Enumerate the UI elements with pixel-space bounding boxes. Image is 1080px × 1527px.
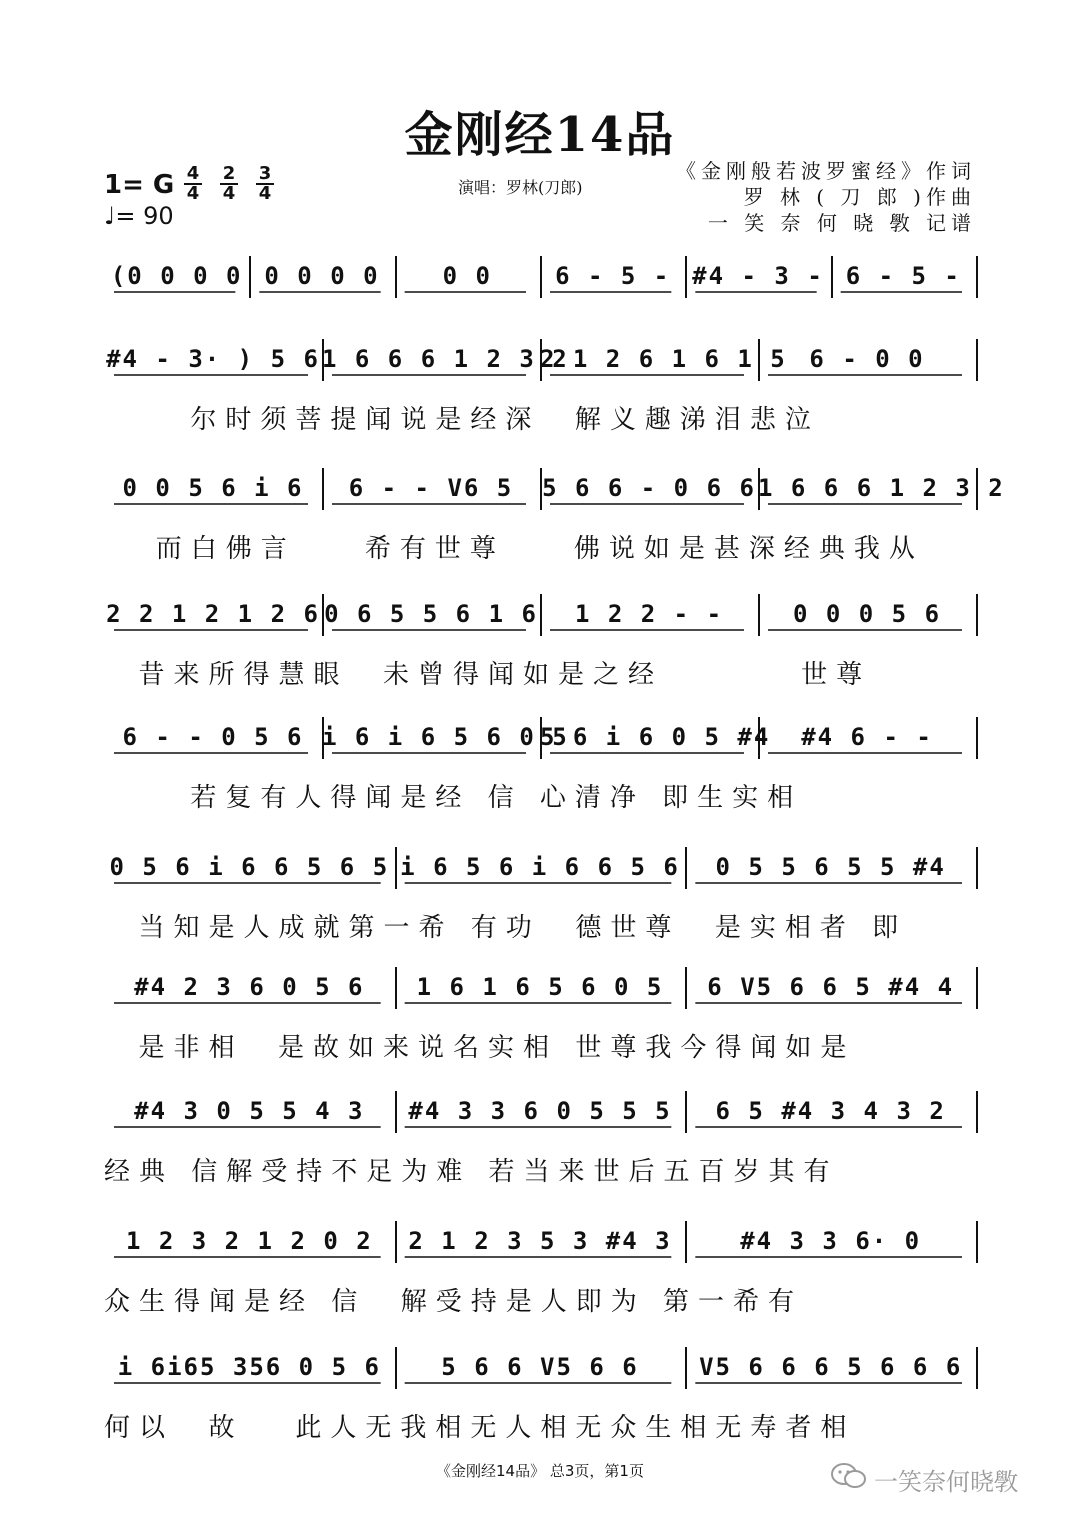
measure: 0 0 — [442, 262, 492, 290]
measure: 1 2 3 2 1 2 0 2 — [125, 1227, 373, 1255]
measure: 0 5 6 i 6 6 5 6 5 — [109, 853, 390, 881]
credit-lyrics: 《金刚般若波罗蜜经》作词 — [676, 159, 976, 183]
barline — [976, 1221, 978, 1263]
measure: #4 3 3 6 0 5 5 5 — [408, 1097, 672, 1125]
lyric-line: 众生得闻是经 信 解受持是人即为 第一希有 — [104, 1287, 804, 1317]
ts-top: 4 — [186, 163, 200, 184]
lyric-line: 当知是人成就第一希 有功 德世尊 是实相者 即 — [104, 913, 908, 943]
brand-watermark — [830, 1462, 1018, 1497]
beam-lines — [104, 973, 976, 1023]
beam-lines — [104, 600, 976, 650]
lyric-line: 若复有人得闻是经 信 心清净 即生实相 — [104, 783, 803, 813]
measure: 6 - 5 - — [555, 262, 671, 290]
beam-lines — [104, 1227, 976, 1277]
measure: 6 - - V6 5 — [348, 474, 514, 502]
singer: 演唱：罗林(刀郎) — [458, 178, 583, 197]
beam-lines — [104, 1353, 976, 1403]
measure: 2 2 1 2 1 2 6 — [106, 600, 320, 628]
ts-top: 3 — [258, 163, 272, 184]
measure: 0 0 0 5 6 — [792, 600, 942, 628]
measure: 6 - 5 - — [845, 262, 961, 290]
measure: 6 - - 0 5 6 — [122, 723, 304, 751]
measure: 2 1 2 3 5 3 #4 3 — [408, 1227, 672, 1255]
measure: 6 V5 6 6 5 #4 4 — [707, 973, 955, 1001]
measure: 6 5 #4 3 4 3 2 — [715, 1097, 946, 1125]
beam-lines — [104, 345, 976, 395]
measure: 5 6 i 6 0 5 #4 — [540, 723, 771, 751]
barline — [976, 967, 978, 1009]
measure: V5 6 6 6 5 6 6 6 — [699, 1353, 963, 1381]
barline — [976, 717, 978, 759]
credit-composer: 罗 林 ( 刀 郎 )作曲 — [743, 185, 976, 209]
measure: 1 2 2 - - — [574, 600, 724, 628]
lyric-line: 而白佛言 希有世尊 佛说如是甚深经典我从 — [104, 534, 924, 564]
wechat-icon — [830, 1462, 868, 1490]
time-signature-2-4 — [220, 163, 238, 204]
barline — [976, 339, 978, 381]
measure: #4 - 3 - — [692, 262, 824, 290]
measure: i 6 i 6 5 6 0 5 — [322, 723, 569, 751]
measure: 1 6 6 6 1 2 3 2 — [322, 345, 569, 373]
barline — [976, 1091, 978, 1133]
barline — [976, 847, 978, 889]
tempo — [104, 202, 174, 230]
lyric-line: 昔来所得慧眼 未曾得闻如是之经 世尊 — [104, 660, 872, 690]
measure: 1 6 6 6 1 2 3 2 — [758, 474, 1005, 502]
measure: 0 0 0 0 — [264, 262, 380, 290]
lyric-line: 经典 信解受持不足为难 若当来世后五百岁其有 — [104, 1157, 839, 1187]
quarter-note-icon: ♩ — [104, 202, 116, 230]
barline — [976, 594, 978, 636]
barline — [976, 1347, 978, 1389]
barline — [976, 256, 978, 298]
beam-lines — [104, 262, 976, 312]
lyric-line: 尔时须菩提闻说是经深 解义趣涕泪悲泣 — [104, 405, 820, 435]
measure: #4 3 0 5 5 4 3 — [134, 1097, 365, 1125]
measure: 2 1 2 6 1 6 1 5 — [540, 345, 787, 373]
tempo-value: = 90 — [115, 202, 174, 230]
page-footer: 《金刚经14品》 总3页，第1页 — [436, 1462, 644, 1480]
measure: #4 2 3 6 0 5 6 — [134, 973, 365, 1001]
beam-lines — [104, 1097, 976, 1147]
measure: (0 0 0 0 — [110, 262, 243, 290]
measure: 5 6 6 V5 6 6 — [441, 1353, 639, 1381]
measure: 0 0 5 6 i 6 — [122, 474, 304, 502]
measure: #4 6 - - — [801, 723, 933, 751]
measure: #4 - 3· ) 5 6 — [106, 345, 320, 373]
credit-transcriber: 一 笑 奈 何 晓 斆 记谱 — [707, 211, 976, 235]
measure: i 6 5 6 i 6 6 5 6 — [400, 853, 680, 881]
measure: #4 3 3 6· 0 — [740, 1227, 922, 1255]
lyric-line: 是非相 是故如来说名实相 世尊我今得闻如是 — [104, 1033, 856, 1063]
measure: 0 6 5 5 6 1 6 — [324, 600, 538, 628]
ts-bottom: 4 — [258, 183, 272, 204]
key-signature: 1= G — [104, 170, 175, 200]
measure: 5 6 6 - 0 6 6 — [542, 474, 756, 502]
page-title: 金刚经14品 — [404, 107, 676, 163]
ts-bottom: 4 — [186, 183, 200, 204]
measure: i 6i65 356 0 5 6 — [117, 1353, 381, 1381]
measure: 6 - 0 0 — [809, 345, 925, 373]
beam-lines — [104, 474, 1005, 524]
ts-top: 2 — [222, 163, 236, 184]
ts-bottom: 4 — [222, 183, 236, 204]
lyric-line: 何以 故 此人无我相无人相无众生相无寿者相 — [104, 1413, 856, 1443]
brand-text: 一笑奈何晓斆 — [874, 1468, 1018, 1496]
measure: 0 5 5 6 5 5 #4 — [715, 853, 946, 881]
time-signature-4-4 — [184, 163, 202, 204]
beam-lines — [104, 853, 976, 903]
measure: 1 6 1 6 5 6 0 5 — [416, 973, 664, 1001]
time-signature-3-4 — [256, 163, 274, 204]
beam-lines — [104, 723, 976, 773]
